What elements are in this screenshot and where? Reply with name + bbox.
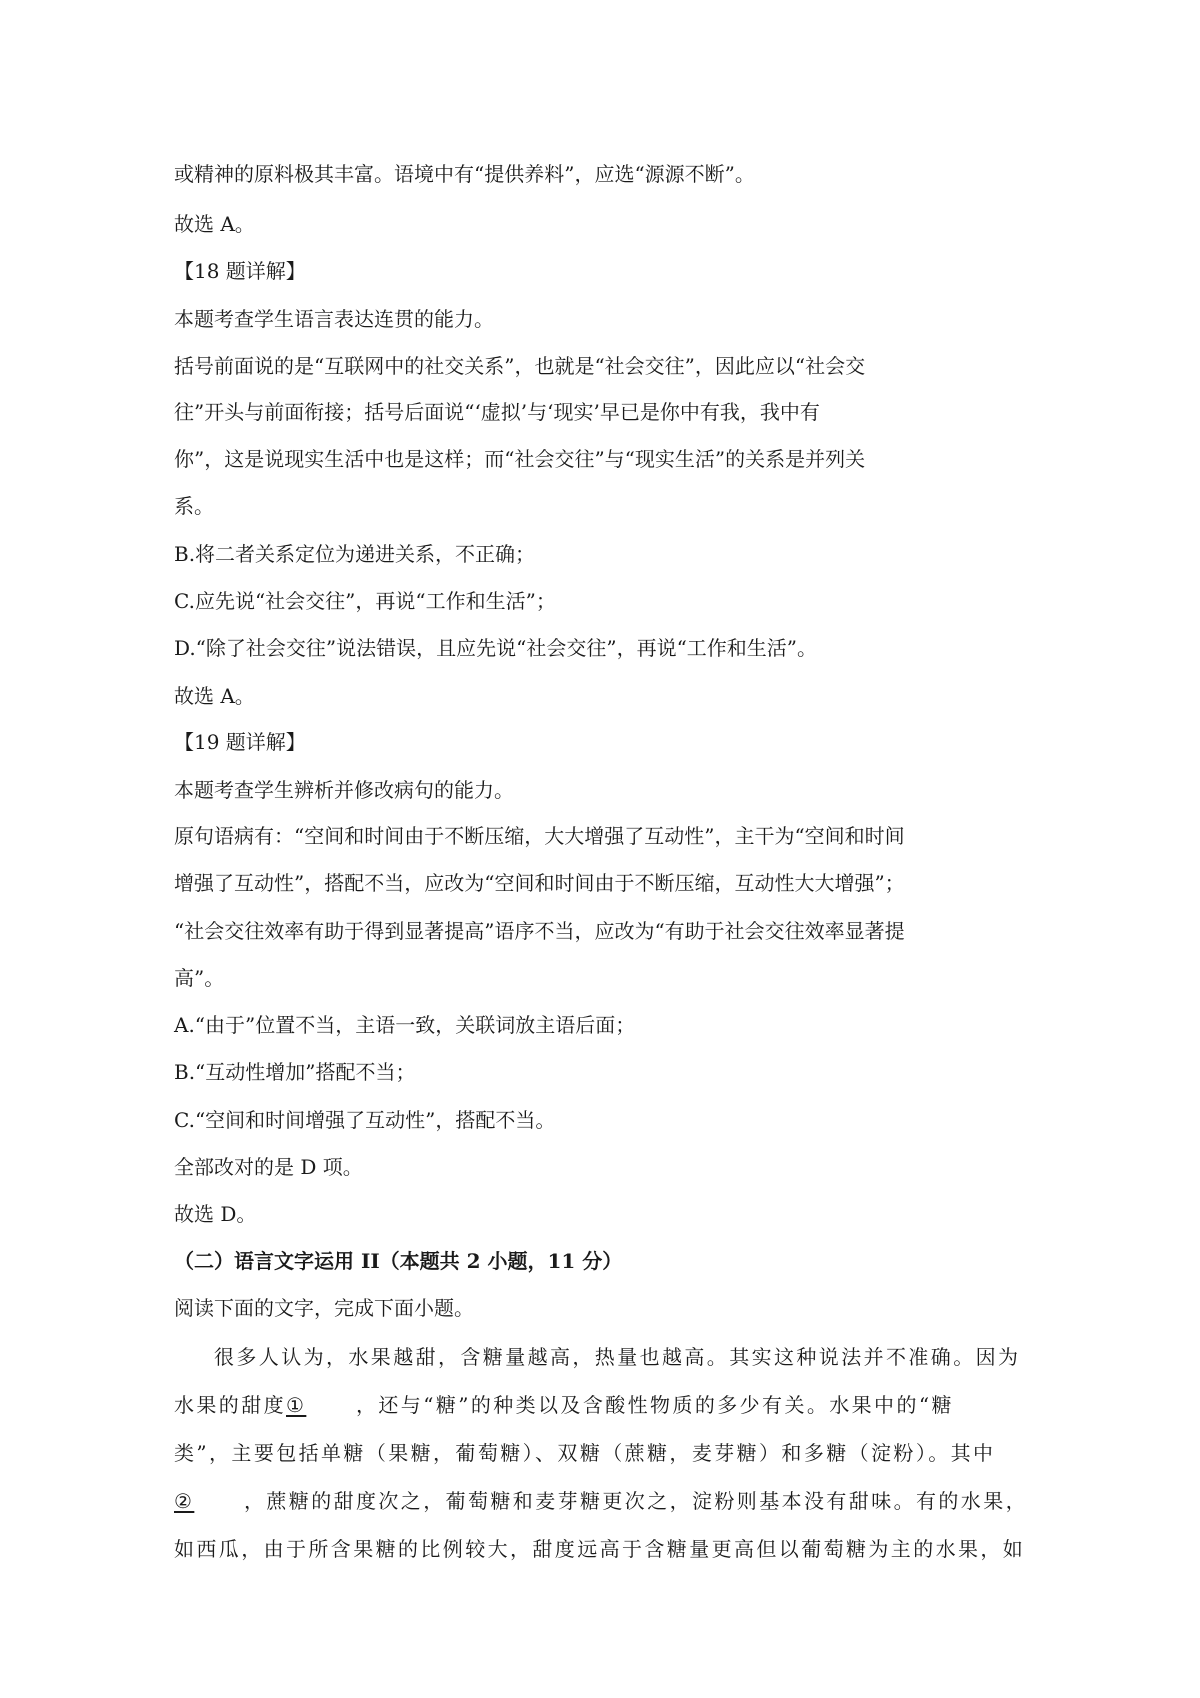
passage-line4-end: ，蔗糖的甜度次之，葡萄糖和麦芽糖更次之，淀粉则基本没有甜味。有的水果， [244, 1489, 1028, 1513]
q18-option-d: D.“除了社会交往”说法错误，且应先说“社会交往”，再说“工作和生活”。 [174, 636, 818, 660]
q18-heading: 【18 题详解】 [174, 259, 306, 283]
passage-line2-start: 水果的甜度 [174, 1393, 286, 1417]
q19-heading: 【19 题详解】 [174, 730, 306, 754]
q18-intro: 本题考查学生语言表达连贯的能力。 [174, 307, 494, 331]
reading-instruction: 阅读下面的文字，完成下面小题。 [174, 1296, 474, 1320]
passage-line4 [174, 1487, 1028, 1515]
q19-option-a: A.“由于”位置不当，主语一致，关联词放主语后面； [174, 1013, 636, 1037]
q19-intro: 本题考查学生辨析并修改病句的能力。 [174, 778, 514, 802]
passage-line3: 类”，主要包括单糖（果糖，葡萄糖）、双糖（蔗糖，麦芽糖）和多糖（淀粉）。其中 [174, 1441, 996, 1465]
q18-analysis-line3: 你”，这是说现实生活中也是这样；而“社会交往”与“现实生活”的关系是并列关 [174, 447, 866, 471]
passage-line2-end: ，还与“糖”的种类以及含酸性物质的多少有关。水果中的“糖 [356, 1393, 954, 1417]
section-heading: （二）语言文字运用 II（本题共 2 小题，11 分） [174, 1249, 623, 1273]
passage-line1: 很多人认为，水果越甜，含糖量越高，热量也越高。其实这种说法并不准确。因为 [214, 1345, 1021, 1369]
q19-analysis-line3: “社会交往效率有助于得到显著提高”语序不当，应改为“有助于社会交往效率显著提 [174, 919, 905, 943]
answer-17-choice: 故选 A。 [174, 212, 255, 236]
q18-analysis-line2: 往”开头与前面衔接；括号后面说“‘虚拟’与‘现实’早已是你中有我，我中有 [174, 400, 820, 424]
q18-analysis-line1: 括号前面说的是“互联网中的社交关系”，也就是“社会交往”，因此应以“社会交 [174, 354, 866, 378]
q19-analysis-line2: 增强了互动性”，搭配不当，应改为“空间和时间由于不断压缩，互动性大大增强”； [174, 871, 905, 895]
blank-2: ② [174, 1489, 195, 1513]
q19-option-c: C.“空间和时间增强了互动性”，搭配不当。 [174, 1108, 556, 1132]
q19-choice: 故选 D。 [174, 1202, 257, 1226]
q18-analysis-line4: 系。 [174, 494, 214, 518]
q19-option-b: B.“互动性增加”搭配不当； [174, 1060, 416, 1084]
blank-1: ① [286, 1393, 307, 1417]
q18-option-c: C.应先说“社会交往”，再说“工作和生活”； [174, 589, 556, 613]
q19-analysis-line1: 原句语病有：“空间和时间由于不断压缩，大大增强了互动性”，主干为“空间和时间 [174, 824, 905, 848]
passage-line2 [174, 1391, 954, 1419]
q19-analysis-line4: 高”。 [174, 966, 225, 990]
q19-conclusion: 全部改对的是 D 项。 [174, 1155, 363, 1179]
q18-choice: 故选 A。 [174, 684, 255, 708]
passage-line5: 如西瓜，由于所含果糖的比例较大，甜度远高于含糖量更高但以葡萄糖为主的水果，如 [174, 1537, 1026, 1561]
q18-option-b: B.将二者关系定位为递进关系，不正确； [174, 542, 536, 566]
answer-17-text: 或精神的原料极其丰富。语境中有“提供养料”，应选“源源不断”。 [174, 162, 755, 186]
